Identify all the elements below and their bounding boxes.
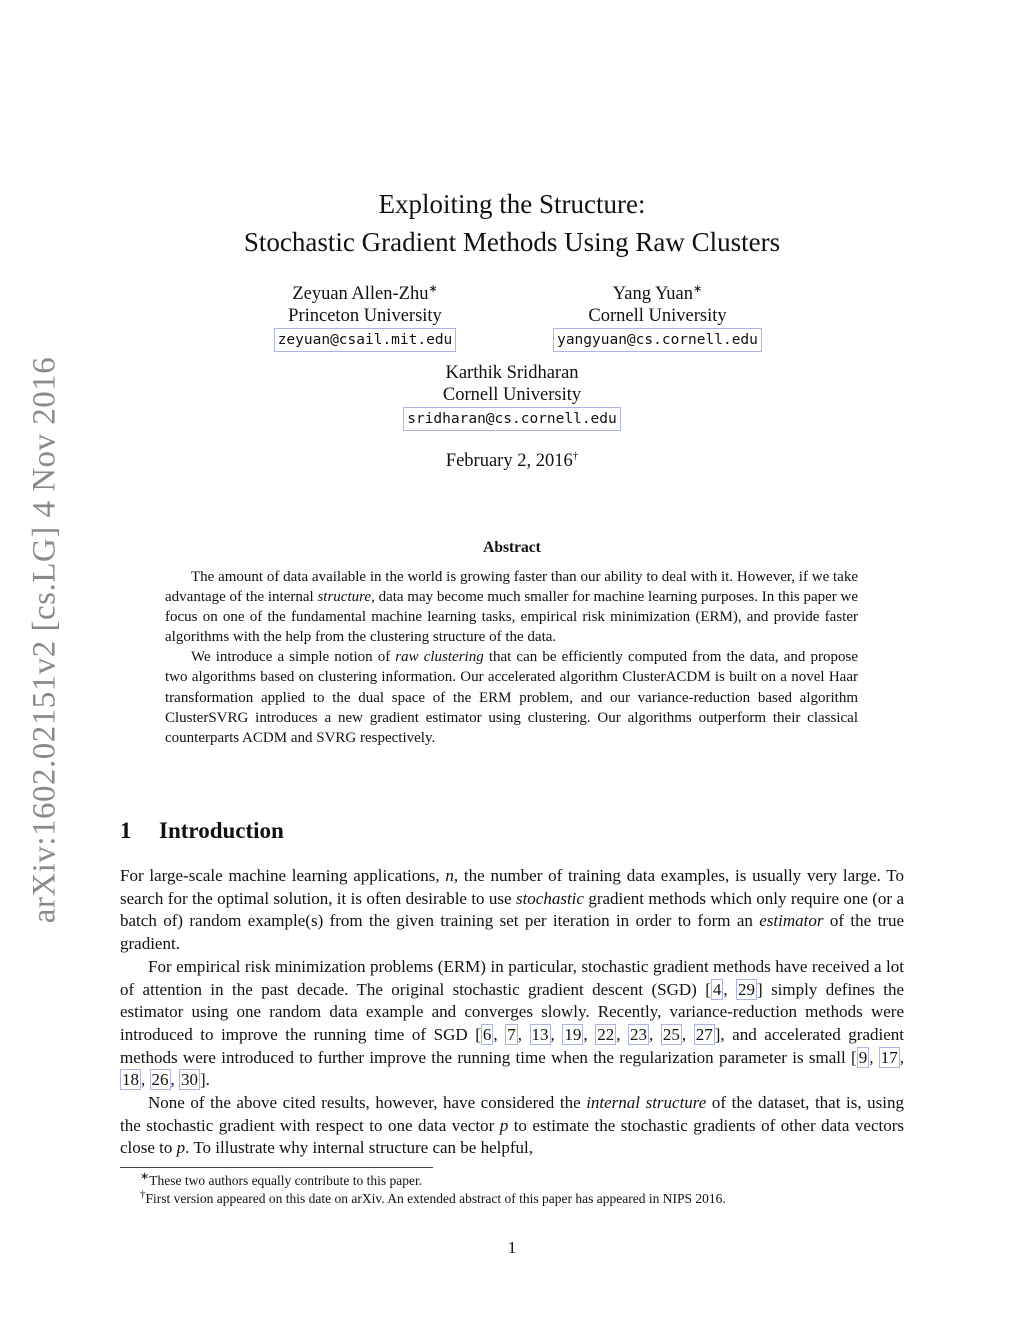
title-line-1: Exploiting the Structure: (378, 189, 646, 219)
author-email-link[interactable]: yangyuan@cs.cornell.edu (553, 328, 762, 352)
footnotes (120, 1172, 904, 1208)
citation-link[interactable]: 9 (858, 1047, 868, 1067)
date-mark: † (572, 449, 579, 462)
author-email-link[interactable]: sridharan@cs.cornell.edu (403, 407, 621, 431)
page-number: 1 (507, 1238, 517, 1257)
citation-link[interactable]: 27 (695, 1024, 713, 1044)
author-mark: ∗ (428, 282, 438, 295)
paper-date (0, 451, 1024, 472)
citation-link[interactable]: 13 (531, 1024, 549, 1044)
citation-link[interactable]: 19 (564, 1024, 582, 1044)
author-block-3 (362, 362, 662, 431)
intro-paragraph-1: For large-scale machine learning applications, n, the number of training data examples, is usually very large. To search for the optimal solution, it is often desirable to use stochastic gradient methods which only require one (or a batch of) random example(s) from the given training set per iteration in order to form an estimator of the true gradient. (120, 866, 904, 954)
abstract-paragraph-2: We introduce a simple notion of raw clustering that can be efficiently computed from the data, and propose two algorithms based on clustering information. Our accelerated algorithm ClusterACDM is built on a novel Haar transformation applied to the dual space of the ERM problem, and our variance-reduction based algorithm ClusterSVRG introduces a new gradient estimator using clustering. Our algorithms outperform their classical counterparts ACDM and SVRG respectively. (165, 649, 858, 746)
footnote-1: ∗These two authors equally contribute to this paper. (140, 1170, 423, 1188)
author-block-1 (230, 283, 500, 352)
author-block-2 (520, 283, 795, 352)
author-affiliation: Cornell University (442, 385, 582, 405)
citation-link[interactable]: 29 (738, 979, 755, 999)
date-text: February 2, 2016 (445, 451, 573, 471)
footnote-divider (120, 1167, 433, 1168)
author-name: Yang Yuan (612, 284, 693, 304)
intro-paragraph-2: For empirical risk minimization problems (ERM) in particular, stochastic gradient methods have received a lot of attention in the past decade. The original stochastic gradient descent (SGD) [ 4 , 29 ] simply defines the estimator using one random data example and converges slowly. Recently, variance-reduction methods were introduced to improve the running time of SGD [ 6 , 7 , 13 , 19 , 22 , 23 , 25 , 27 ], and accelerated gradient methods were introduced to further improve the running time when the regularization parameter is small [ 9 , 17 , 18 , 26 , 30 ]. (120, 956, 905, 1090)
section-heading (120, 818, 284, 844)
citation-link[interactable]: 26 (151, 1070, 169, 1090)
citation-link[interactable]: 7 (507, 1024, 516, 1044)
author-email-link[interactable]: zeyuan@csail.mit.edu (274, 328, 457, 352)
citation-link[interactable]: 17 (880, 1047, 898, 1067)
abstract-heading: Abstract (483, 539, 541, 556)
citation-group-2: [ 6 , 7 , 13 , 19 , 22 , 23 , 25 , 27 ] (475, 1024, 721, 1044)
citation-link[interactable]: 22 (597, 1024, 615, 1044)
citation-group-1: [ 4 , 29 ] (705, 979, 763, 999)
citation-link[interactable]: 18 (122, 1070, 139, 1090)
footnote-2: †First version appeared on this date on arXiv. An extended abstract of this paper has appeared in NIPS 2016. (140, 1188, 726, 1206)
abstract-paragraph-1: The amount of data available in the world is growing faster than our ability to deal with it. However, if we take advantage of the internal structure, data may become much smaller for machine learning purposes. In this paper we focus on one of the fundamental machine learning tasks, empirical risk minimization (ERM), and provide faster algorithms with the help from the clustering structure of the data. (165, 569, 859, 646)
author-name: Karthik Sridharan (445, 363, 579, 383)
author-affiliation: Princeton University (288, 306, 442, 326)
author-name: Zeyuan Allen-Zhu (292, 284, 429, 304)
citation-link[interactable]: 30 (181, 1070, 198, 1090)
citation-group-3: [ 9 , 17 , 18 , 26 , 30 ] (122, 1047, 905, 1090)
citation-link[interactable]: 4 (712, 979, 722, 999)
intro-body (120, 865, 904, 1160)
citation-link[interactable]: 23 (630, 1024, 648, 1044)
citation-link[interactable]: 6 (482, 1024, 492, 1044)
citation-link[interactable]: 25 (662, 1024, 680, 1044)
author-mark: ∗ (692, 282, 703, 295)
section-number: 1 (120, 818, 132, 843)
paper-title (0, 185, 1024, 261)
title-line-2: Stochastic Gradient Methods Using Raw Clusters (243, 227, 781, 257)
arxiv-stamp: arXiv:1602.02151v2 [cs.LG] 4 Nov 2016 (26, 356, 63, 924)
section-title: Introduction (159, 818, 284, 843)
intro-paragraph-3: None of the above cited results, however, have considered the internal structure of the dataset, that is, using the stochastic gradient with respect to one data vector p to estimate the stochastic gradients of other data vectors close to p. To illustrate why internal structure can be helpful, (120, 1093, 904, 1158)
author-affiliation: Cornell University (588, 306, 727, 326)
abstract-body (165, 567, 858, 748)
